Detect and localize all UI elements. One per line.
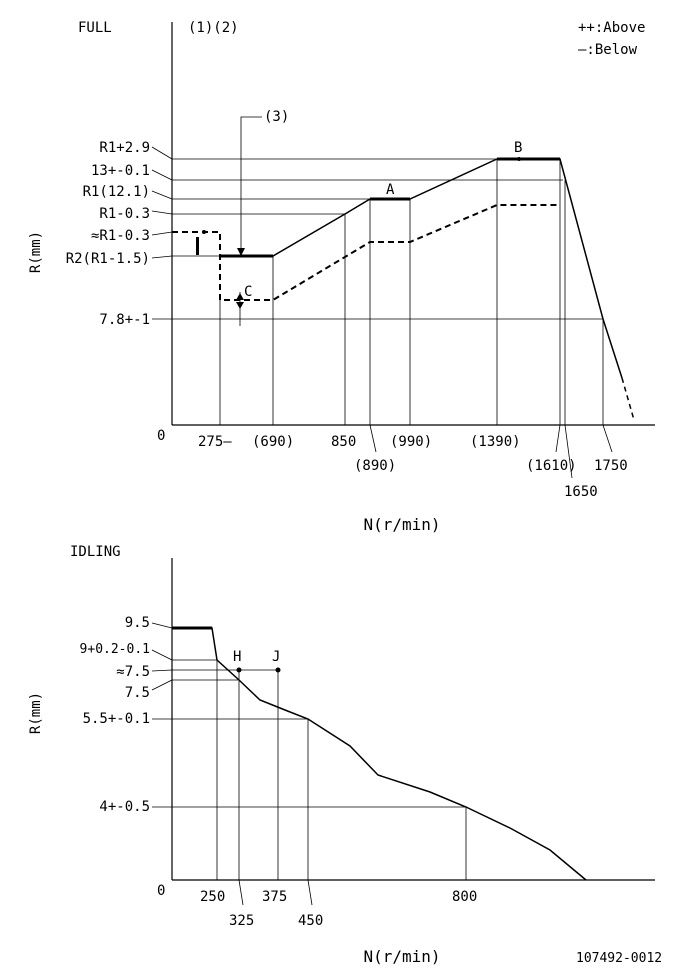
idling-chart <box>28 544 655 966</box>
full-chart <box>28 20 655 534</box>
full-x-label-1750: 1750 <box>594 458 628 474</box>
idling-y-label-approx-7-5: ≈7.5 <box>116 664 150 680</box>
full-x-label-275: 275— <box>198 434 232 450</box>
full-vert-lines <box>220 159 612 478</box>
full-x-label-1650: 1650 <box>564 484 598 500</box>
idling-y-label-9-5: 9.5 <box>124 615 150 631</box>
idling-y-label-5-5: 5.5+-0.1 <box>82 711 150 727</box>
idling-x-label-450: 450 <box>298 913 324 929</box>
full-below-curve <box>172 205 560 300</box>
point-i-dot <box>202 230 206 234</box>
full-y-label-approx-r1: ≈R1-0.3 <box>90 228 150 244</box>
idling-y-label-4: 4+-0.5 <box>99 799 150 815</box>
point-h-dot <box>237 668 242 673</box>
c-arrow-up <box>236 293 244 300</box>
idling-x-label-800: 800 <box>452 889 478 905</box>
full-below-tail <box>622 378 634 420</box>
idling-x-label-250: 250 <box>200 889 226 905</box>
point-c: C <box>244 284 253 300</box>
idling-x-label-325: 325 <box>229 913 255 929</box>
callout-3-leader <box>241 117 262 250</box>
legend-below: —:Below <box>578 42 638 58</box>
c-arrow-down <box>236 302 244 309</box>
full-x-label-890: (890) <box>354 458 397 474</box>
idling-x-axis-label: N(r/min) <box>363 947 441 966</box>
full-x-label-1610: (1610) <box>526 458 577 474</box>
full-y-label-r1-plus-2-9: R1+2.9 <box>99 140 150 156</box>
point-j: J <box>272 649 281 665</box>
full-y-label-13: 13+-0.1 <box>90 163 150 179</box>
idling-y-label-7-5: 7.5 <box>124 685 150 701</box>
callout-3: (3) <box>264 109 290 125</box>
full-origin: 0 <box>157 428 166 444</box>
full-x-label-990: (990) <box>390 434 433 450</box>
full-title: FULL <box>78 20 112 36</box>
point-b-dot <box>517 157 521 161</box>
idling-curve <box>172 628 586 880</box>
point-j-dot <box>276 668 281 673</box>
idling-y-axis-label: R(mm) <box>28 691 44 735</box>
point-i-marker <box>196 237 199 255</box>
footer-code: 107492-0012 <box>576 951 663 966</box>
full-above-curve <box>221 159 622 378</box>
point-a: A <box>386 182 395 198</box>
full-y-label-r1: R1(12.1) <box>82 184 150 200</box>
full-x-axis-label: N(r/min) <box>363 515 441 534</box>
full-x-label-1390: (1390) <box>470 434 521 450</box>
point-h: H <box>233 649 242 665</box>
idling-y-label-9: 9+0.2-0.1 <box>79 642 150 657</box>
idling-ref-lines <box>152 623 466 905</box>
full-y-label-7-8: 7.8+-1 <box>99 312 150 328</box>
full-x-label-850: 850 <box>331 434 357 450</box>
idling-x-label-375: 375 <box>262 889 288 905</box>
point-b: B <box>514 140 523 156</box>
idling-origin: 0 <box>157 883 166 899</box>
legend-above: ++:Above <box>578 20 646 36</box>
full-y-label-r2: R2(R1-1.5) <box>65 251 150 267</box>
full-ref-lines <box>152 147 603 319</box>
full-y-axis-label: R(mm) <box>28 230 44 274</box>
full-x-label-690: (690) <box>252 434 295 450</box>
idling-title: IDLING <box>70 544 121 560</box>
full-marks: (1)(2) <box>188 20 239 36</box>
full-y-label-r1-minus-0-3: R1-0.3 <box>99 206 150 222</box>
